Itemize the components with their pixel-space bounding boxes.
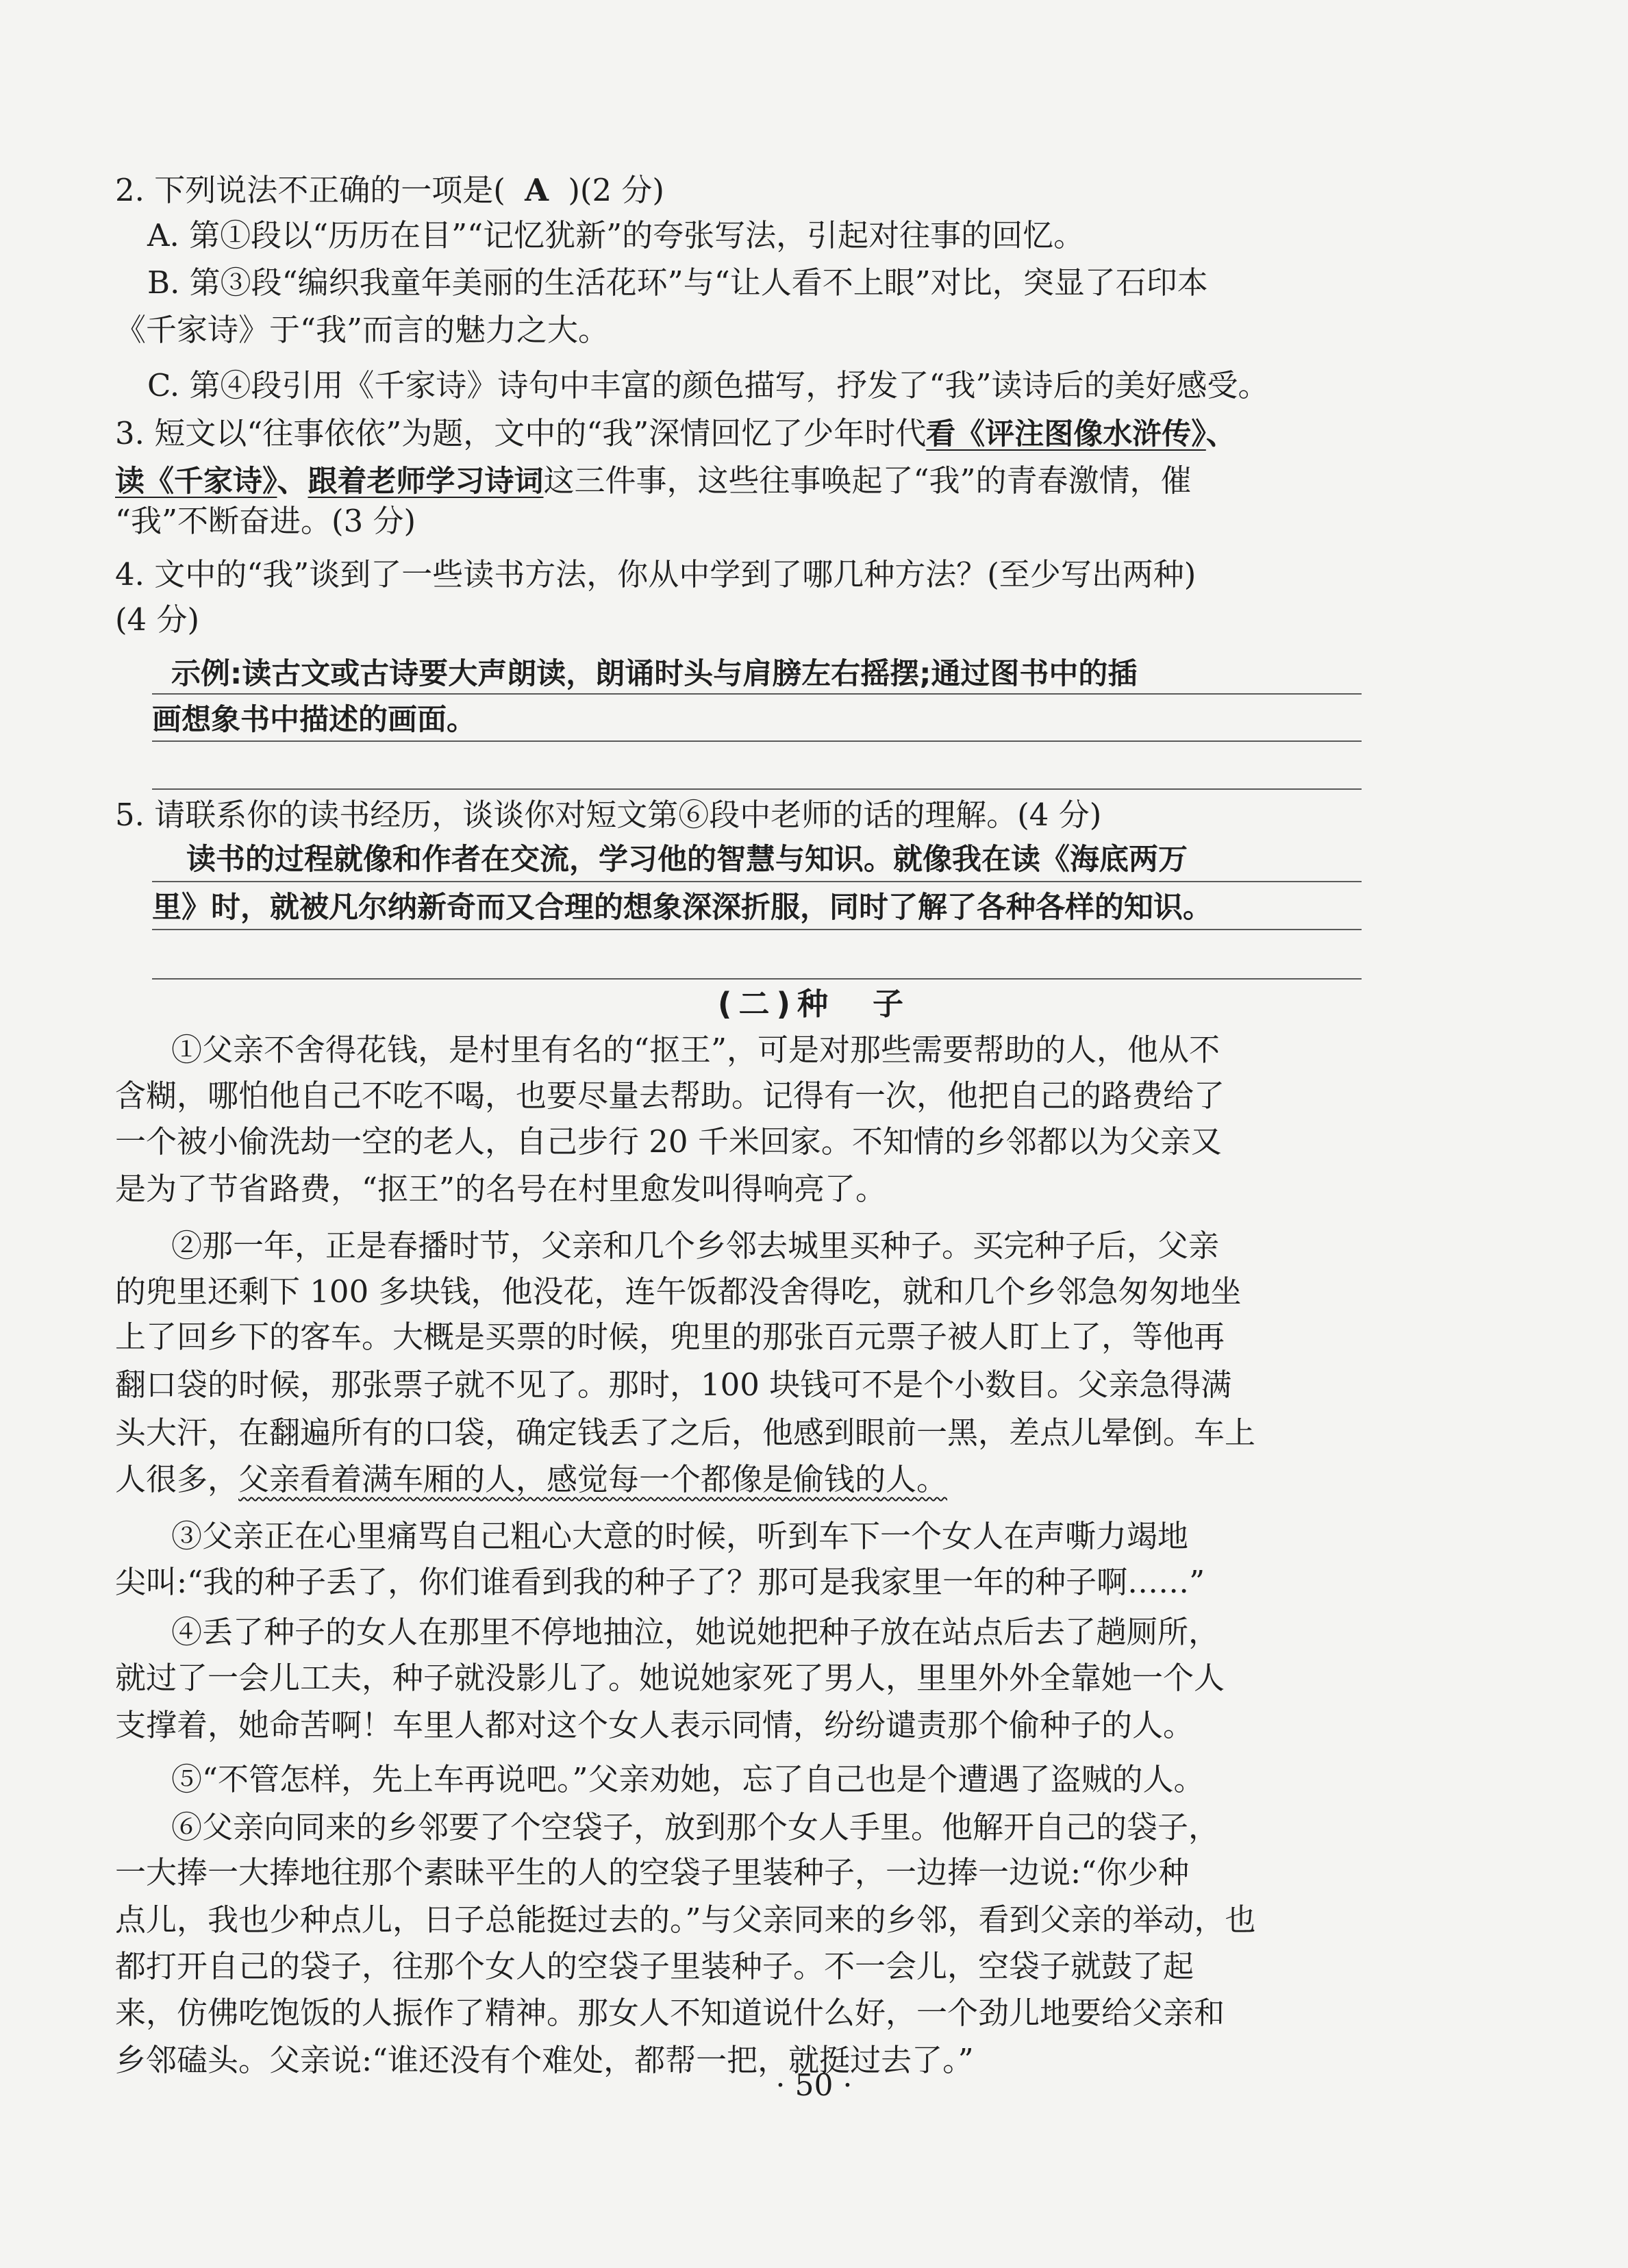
q3-blank-2: 读《千家诗》	[115, 464, 277, 499]
q3-line3: “我”不断奋进。(3 分)	[115, 503, 416, 539]
q3-line2	[115, 458, 1362, 504]
q4-line1: 4. 文中的“我”谈到了一些读书方法，你从中学到了哪几种方法？(至少写出两种)	[115, 556, 1197, 593]
section-title: (二)种 子	[717, 986, 911, 1022]
q3-line2-text: 这三件事，这些往事唤起了“我”的青春激情，催	[543, 462, 1192, 499]
q4-answer-rule-3	[152, 788, 1362, 790]
paragraph-1-line2: 含糊，哪怕他自己不吃不喝，也要尽量去帮助。记得有一次，他把自己的路费给了	[115, 1077, 1225, 1114]
paragraph-6-line4: 都打开自己的袋子，往那个女人的空袋子里装种子。不一会儿，空袋子就鼓了起	[115, 1948, 1194, 1984]
q3-line1	[115, 411, 1362, 457]
q5-answer-line1: 读书的过程就像和作者在交流，学习他的智慧与知识。就像我在读《海底两万	[186, 843, 1188, 877]
q2-stem	[115, 168, 1362, 213]
paragraph-4-line2: 就过了一会儿工夫，种子就没影儿了。她说她家死了男人，里里外外全靠她一个人	[115, 1660, 1225, 1696]
q3-blank-3: 跟着老师学习诗词	[308, 464, 544, 499]
paragraph-3-line1: ③父亲正在心里痛骂自己粗心大意的时候，听到车下一个女人在声嘶力竭地	[171, 1518, 1189, 1554]
q2-answer: A	[525, 172, 549, 208]
q2-option-c: C. 第④段引用《千家诗》诗句中丰富的颜色描写，抒发了“我”读诗后的美好感受。	[147, 367, 1269, 403]
paragraph-2-line6-text: 人很多，	[115, 1461, 239, 1497]
paragraph-2-line3: 上了回乡下的客车。大概是买票的时候，兜里的那张百元票子被人盯上了，等他再	[115, 1319, 1225, 1355]
q5-answer-rule-2	[152, 929, 1362, 930]
q3-separator: 、	[277, 462, 308, 499]
paragraph-6-line1: ⑥父亲向同来的乡邻要了个空袋子，放到那个女人手里。他解开自己的袋子，	[171, 1809, 1220, 1845]
q4-answer-line1: 示例:读古文或古诗要大声朗读，朗诵时头与肩膀左右摇摆;通过图书中的插	[171, 657, 1138, 691]
paragraph-6-line6: 乡邻磕头。父亲说:“谁还没有个难处，都帮一把，就挺过去了。”	[115, 2042, 974, 2078]
paragraph-2-line4: 翻口袋的时候，那张票子就不见了。那时，100 块钱可不是个小数目。父亲急得满	[115, 1367, 1232, 1403]
q5-line1: 5. 请联系你的读书经历，谈谈你对短文第⑥段中老师的话的理解。(4 分)	[115, 797, 1102, 833]
paragraph-1-line4: 是为了节省路费，“抠王”的名号在村里愈发叫得响亮了。	[115, 1171, 887, 1207]
paragraph-2-line6	[115, 1457, 1362, 1502]
q3-line1-end: 、	[1205, 415, 1237, 451]
q2-stem-suffix: )(2 分)	[568, 172, 664, 208]
q5-answer-rule-1	[152, 881, 1362, 882]
page-number: · 50 ·	[775, 2068, 853, 2103]
paragraph-4-line1: ④丢了种子的女人在那里不停地抽泣，她说她把种子放在站点后去了趟厕所，	[171, 1614, 1220, 1650]
paragraph-6-line3: 点儿，我也少种点儿，日子总能挺过去的。”与父亲同来的乡邻，看到父亲的举动，也	[115, 1902, 1256, 1938]
paragraph-2-line2: 的兜里还剩下 100 多块钱，他没花，连午饭都没舍得吃，就和几个乡邻急匆匆地坐	[115, 1273, 1242, 1310]
q4-answer-rule-1	[152, 693, 1362, 695]
paragraph-6-line2: 一大捧一大捧地往那个素昧平生的人的空袋子里装种子，一边捧一边说:“你少种	[115, 1854, 1190, 1891]
q4-answer-line2: 画想象书中描述的画面。	[152, 703, 476, 737]
q3-blank-1: 看《评注图像水浒传》	[926, 417, 1206, 451]
paragraph-1-line1: ①父亲不舍得花钱，是村里有名的“抠王”，可是对那些需要帮助的人，他从不	[171, 1032, 1220, 1068]
paragraph-6-line5: 来，仿佛吃饱饭的人振作了精神。那女人不知道说什么好，一个劲儿地要给父亲和	[115, 1995, 1225, 2031]
q3-line1-text: 3. 短文以“往事依依”为题，文中的“我”深情回忆了少年时代	[115, 415, 927, 451]
q2-option-a: A. 第①段以“历历在目”“记忆犹新”的夸张写法，引起对往事的回忆。	[147, 217, 1085, 253]
q2-option-b-line2: 《千家诗》于“我”而言的魅力之大。	[115, 312, 610, 348]
paragraph-5-line1: ⑤“不管怎样，先上车再说吧。”父亲劝她，忘了自己也是个遭遇了盗贼的人。	[171, 1761, 1205, 1797]
paragraph-1-line3: 一个被小偷洗劫一空的老人，自己步行 20 千米回家。不知情的乡邻都以为父亲又	[115, 1123, 1222, 1160]
q4-answer-rule-2	[152, 740, 1362, 742]
wavy-underlined-sentence: 父亲看着满车厢的人，感觉每一个都像是偷钱的人。	[238, 1461, 948, 1497]
paragraph-4-line3: 支撑着，她命苦啊！车里人都对这个女人表示同情，纷纷谴责那个偷种子的人。	[115, 1707, 1194, 1743]
q5-answer-rule-3	[152, 978, 1362, 980]
paragraph-2-line1: ②那一年，正是春播时节，父亲和几个乡邻去城里买种子。买完种子后，父亲	[171, 1228, 1220, 1264]
paragraph-2-line5: 头大汗，在翻遍所有的口袋，确定钱丢了之后，他感到眼前一黑，差点儿晕倒。车上	[115, 1415, 1256, 1451]
paragraph-3-line2: 尖叫:“我的种子丢了，你们谁看到我的种子了？那可是我家里一年的种子啊……”	[115, 1564, 1205, 1600]
q4-line2: (4 分)	[115, 601, 200, 638]
q5-answer-line2: 里》时，就被凡尔纳新奇而又合理的想象深深折服，同时了解了各种各样的知识。	[152, 890, 1212, 925]
q2-stem-prefix: 2. 下列说法不正确的一项是(	[115, 172, 505, 208]
q2-option-b-line1: B. 第③段“编织我童年美丽的生活花环”与“让人看不上眼”对比，突显了石印本	[147, 264, 1208, 301]
